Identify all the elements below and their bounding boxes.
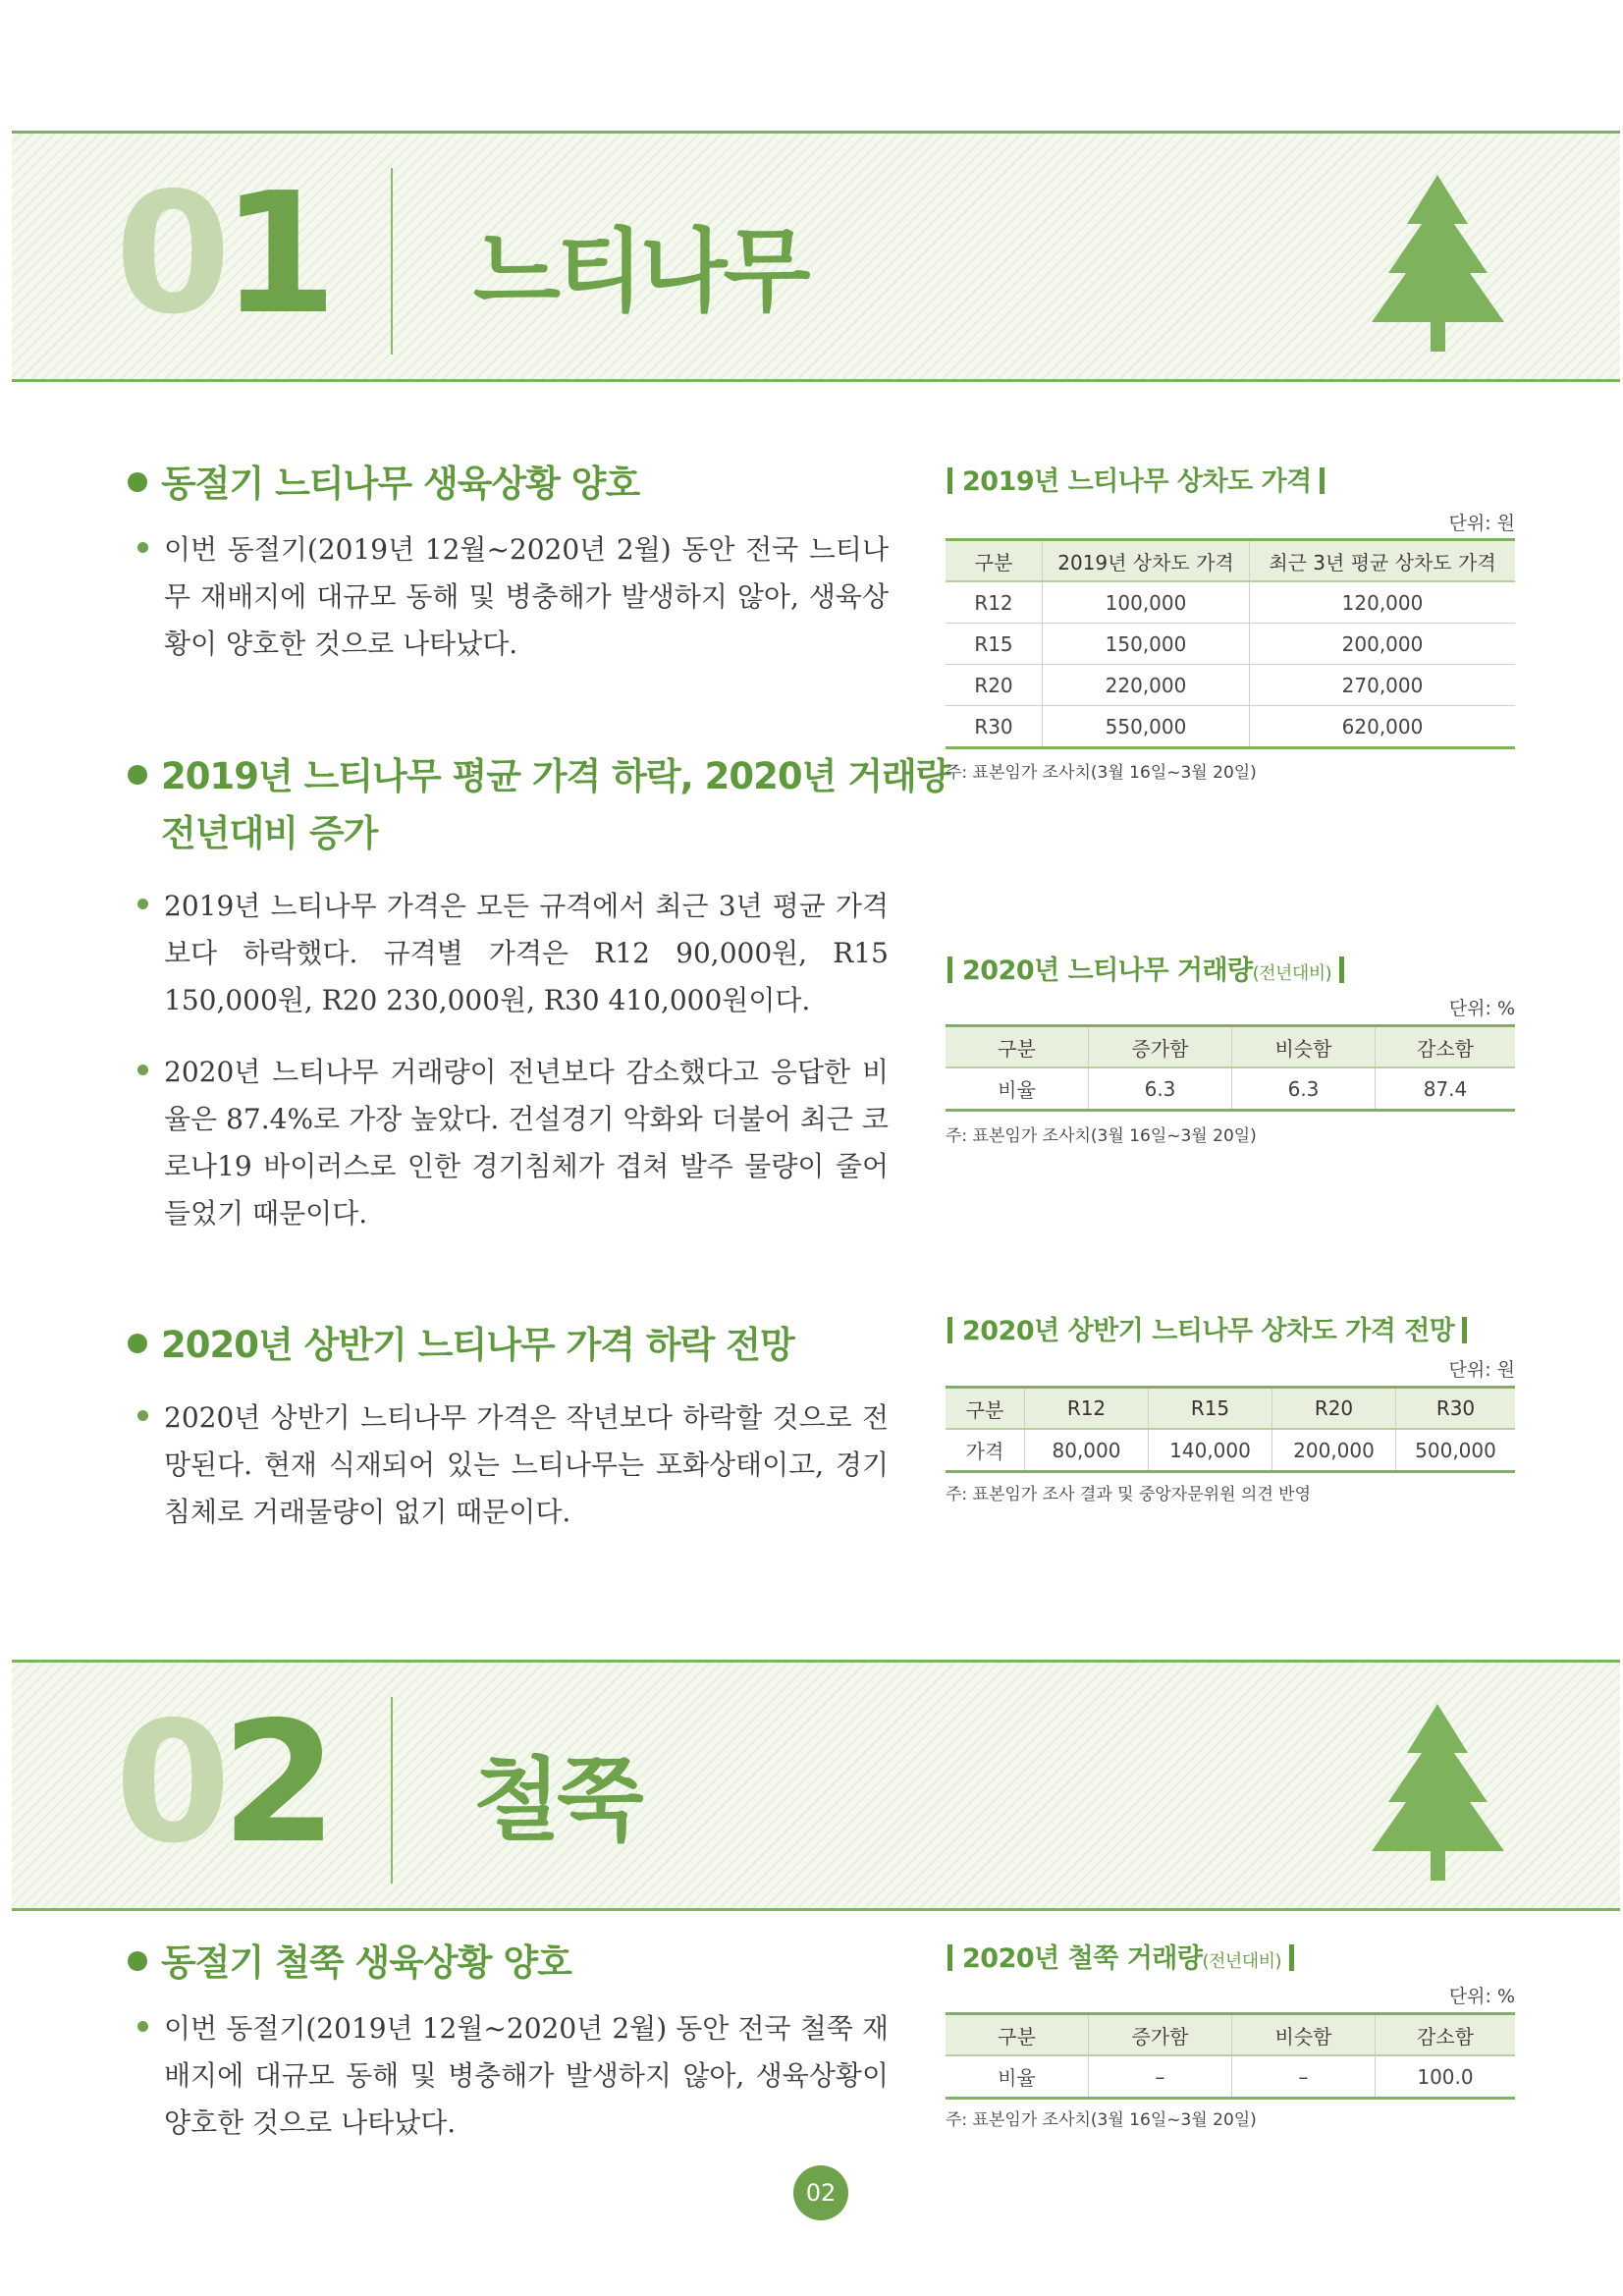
table-cell: 120,000 (1250, 581, 1516, 624)
tree-icon (1372, 1704, 1504, 1881)
table-row (946, 581, 1515, 624)
table-cell: 80,000 (1025, 1429, 1149, 1472)
table-volume-2020 (946, 1024, 1515, 1112)
section-number-digit: 0 (115, 1686, 222, 1881)
table-note: 주: 표본임가 조사치(3월 16일~3월 20일) (946, 2110, 1257, 2130)
table-forecast-2020 (946, 1386, 1515, 1473)
table-cell: 220,000 (1043, 665, 1250, 706)
caption-text: 2020년 상반기 느티나무 상차도 가격 전망 (962, 1316, 1455, 1346)
table-cell: R12 (946, 581, 1043, 624)
section-number-digit: 0 (115, 157, 222, 352)
table-header-cell: 비슷함 (1232, 1026, 1376, 1068)
table-cell: – (1089, 2055, 1232, 2099)
table-header-cell: 구분 (946, 540, 1043, 582)
table-header-cell: R12 (1025, 1388, 1149, 1430)
heading-forecast (128, 1317, 794, 1374)
caption-subtext: (전년대비) (1252, 963, 1332, 984)
bullet-dot (137, 1065, 148, 1075)
heading-growth (128, 456, 639, 513)
page-number: 02 (793, 2165, 848, 2220)
table-cell: 가격 (965, 1440, 1004, 1463)
table-azalea-volume (946, 2012, 1515, 2100)
bullet-dot (128, 1951, 147, 1971)
para-text: 이번 동절기(2019년 12월~2020년 2월) 동안 전국 느티나무 재배지에 대규모 동해 및 병충해가 발생하지 않아, 생육상황이 양호한 것으로 나타났다. (164, 533, 889, 660)
table-header-row (946, 540, 1515, 582)
table-cell: R20 (946, 665, 1043, 706)
table-header-row (946, 1388, 1515, 1430)
table-caption (947, 1309, 1467, 1347)
section-banner-02 (12, 1660, 1620, 1911)
para-text: 이번 동절기(2019년 12월~2020년 2월) 동안 전국 철쭉 재배지에 대규모 동해 및 병충해가 발생하지 않아, 생육상황이 양호한 것으로 나타났다. (164, 2012, 889, 2139)
divider (391, 168, 393, 355)
table-header-cell: 비슷함 (1232, 2014, 1376, 2056)
caption-bar (947, 957, 952, 983)
table-row (946, 706, 1515, 748)
table-price-2019 (946, 538, 1515, 749)
section-banner-01 (12, 131, 1620, 382)
table-header-cell: R15 (1149, 1388, 1272, 1430)
table-cell: 87.4 (1376, 1067, 1516, 1111)
caption-bar (1289, 1944, 1294, 1971)
table-cell: 140,000 (1149, 1429, 1272, 1472)
table-caption (947, 949, 1344, 987)
heading-text: 동절기 느티나무 생육상황 양호 (161, 463, 640, 505)
para-text: 2020년 상반기 느티나무 가격은 작년보다 하락할 것으로 전망된다. 현재 식재되어 있는 느티나무는 포화상태이고, 경기침체로 거래물량이 없기 때문이다. (164, 1401, 889, 1528)
table-header-cell: 증가함 (1089, 2014, 1232, 2056)
table-cell: R30 (974, 714, 1013, 738)
table-unit: 단위: 원 (1448, 513, 1515, 534)
table-cell: 6.3 (1232, 1067, 1376, 1111)
table-cell: 비율 (998, 2066, 1036, 2090)
bullet-dot (128, 1334, 147, 1353)
bullet-dot (128, 472, 147, 492)
table-note: 주: 표본임가 조사 결과 및 중앙자문위원 의견 반영 (946, 1485, 1311, 1504)
table-unit: 단위: % (1448, 1986, 1515, 2007)
table-header-cell: R30 (1396, 1388, 1516, 1430)
bullet-dot (137, 542, 148, 553)
caption-bar (947, 467, 952, 494)
table-header-cell: 감소함 (1376, 1026, 1516, 1068)
table-cell: 6.3 (1089, 1067, 1232, 1111)
section-number-digit: 1 (221, 157, 328, 352)
bullet-dot (137, 1410, 148, 1421)
table-cell: 270,000 (1250, 665, 1516, 706)
table-header-cell: 최근 3년 평균 상차도 가격 (1250, 540, 1516, 582)
table-header-cell: 2019년 상차도 가격 (1043, 540, 1250, 582)
caption-text: 2020년 철쭉 거래량 (962, 1943, 1203, 1974)
tree-icon (1372, 175, 1504, 352)
table-header-cell: 증가함 (1089, 1026, 1232, 1068)
table-row (946, 2055, 1515, 2099)
table-note: 주: 표본임가 조사치(3월 16일~3월 20일) (946, 1126, 1257, 1146)
table-cell: 550,000 (1043, 706, 1250, 748)
bullet-dot (137, 899, 148, 909)
caption-bar (947, 1944, 952, 1971)
caption-bar (1462, 1317, 1467, 1343)
table-cell: 비율 (998, 1078, 1036, 1102)
table-header-row (946, 1026, 1515, 1068)
caption-bar (947, 1317, 952, 1343)
table-unit: 단위: 원 (1448, 1359, 1515, 1381)
table-header-cell: 구분 (946, 1388, 1025, 1430)
para-growth (137, 526, 889, 668)
para-volume (137, 1049, 889, 1237)
table-cell: 620,000 (1250, 706, 1516, 748)
table-note: 주: 표본임가 조사치(3월 16일~3월 20일) (946, 763, 1257, 783)
para-text: 2020년 느티나무 거래량이 전년보다 감소했다고 응답한 비율은 87.4%로 가장 높았다. 건설경기 악화와 더불어 최근 코로나19 바이러스로 인한 경기침체가 겹쳐 발주 물량이 줄어들었기 때문이다. (164, 1056, 889, 1230)
caption-text: 2020년 느티나무 거래량 (962, 956, 1253, 986)
para-text: 2019년 느티나무 가격은 모든 규격에서 최근 3년 평균 가격보다 하락했다. 규격별 가격은 R12 90,000원, R15 150,000원, R20 230,000원, R30 410,000원이다. (164, 890, 889, 1016)
caption-text: 2019년 느티나무 상차도 가격 (962, 466, 1312, 497)
table-cell: 500,000 (1396, 1429, 1516, 1472)
table-header-row (946, 2014, 1515, 2056)
table-cell: 200,000 (1250, 624, 1516, 665)
table-row (946, 624, 1515, 665)
table-caption (947, 1937, 1294, 1975)
table-header-cell: 감소함 (1376, 2014, 1516, 2056)
table-unit: 단위: % (1448, 998, 1515, 1019)
table-cell: 200,000 (1272, 1429, 1396, 1472)
table-cell: 100,000 (1043, 581, 1250, 624)
heading-text: 전년대비 증가 (161, 812, 378, 854)
section-title: 느티나무 (473, 219, 807, 324)
caption-subtext: (전년대비) (1202, 1951, 1282, 1972)
para-azalea-growth (137, 2005, 889, 2147)
para-price (137, 883, 889, 1024)
table-header-cell: 구분 (946, 1026, 1089, 1068)
bullet-dot (137, 2021, 148, 2032)
section-title: 철쭉 (473, 1748, 640, 1853)
section-number (115, 157, 328, 352)
section-number (115, 1686, 328, 1881)
bullet-dot (128, 765, 147, 785)
table-cell: 100.0 (1376, 2055, 1516, 2099)
table-header-cell: 구분 (946, 2014, 1089, 2056)
table-header-cell: R20 (1272, 1388, 1396, 1430)
table-cell: 150,000 (1043, 624, 1250, 665)
heading-text: 2020년 상반기 느티나무 가격 하락 전망 (161, 1324, 794, 1366)
table-cell: R15 (946, 624, 1043, 665)
table-row (946, 1429, 1515, 1472)
section-number-digit: 2 (221, 1686, 328, 1881)
table-row (946, 665, 1515, 706)
para-forecast (137, 1394, 889, 1536)
caption-bar (1339, 957, 1344, 983)
table-row (946, 1067, 1515, 1111)
heading-price-drop (128, 748, 949, 862)
divider (391, 1697, 393, 1884)
caption-bar (1320, 467, 1325, 494)
heading-text: 2019년 느티나무 평균 가격 하락, 2020년 거래량 (161, 755, 950, 797)
table-cell: – (1232, 2055, 1376, 2099)
heading-text: 동절기 철쭉 생육상황 양호 (161, 1941, 571, 1984)
table-caption (947, 460, 1325, 498)
heading-azalea-growth (128, 1935, 571, 1992)
